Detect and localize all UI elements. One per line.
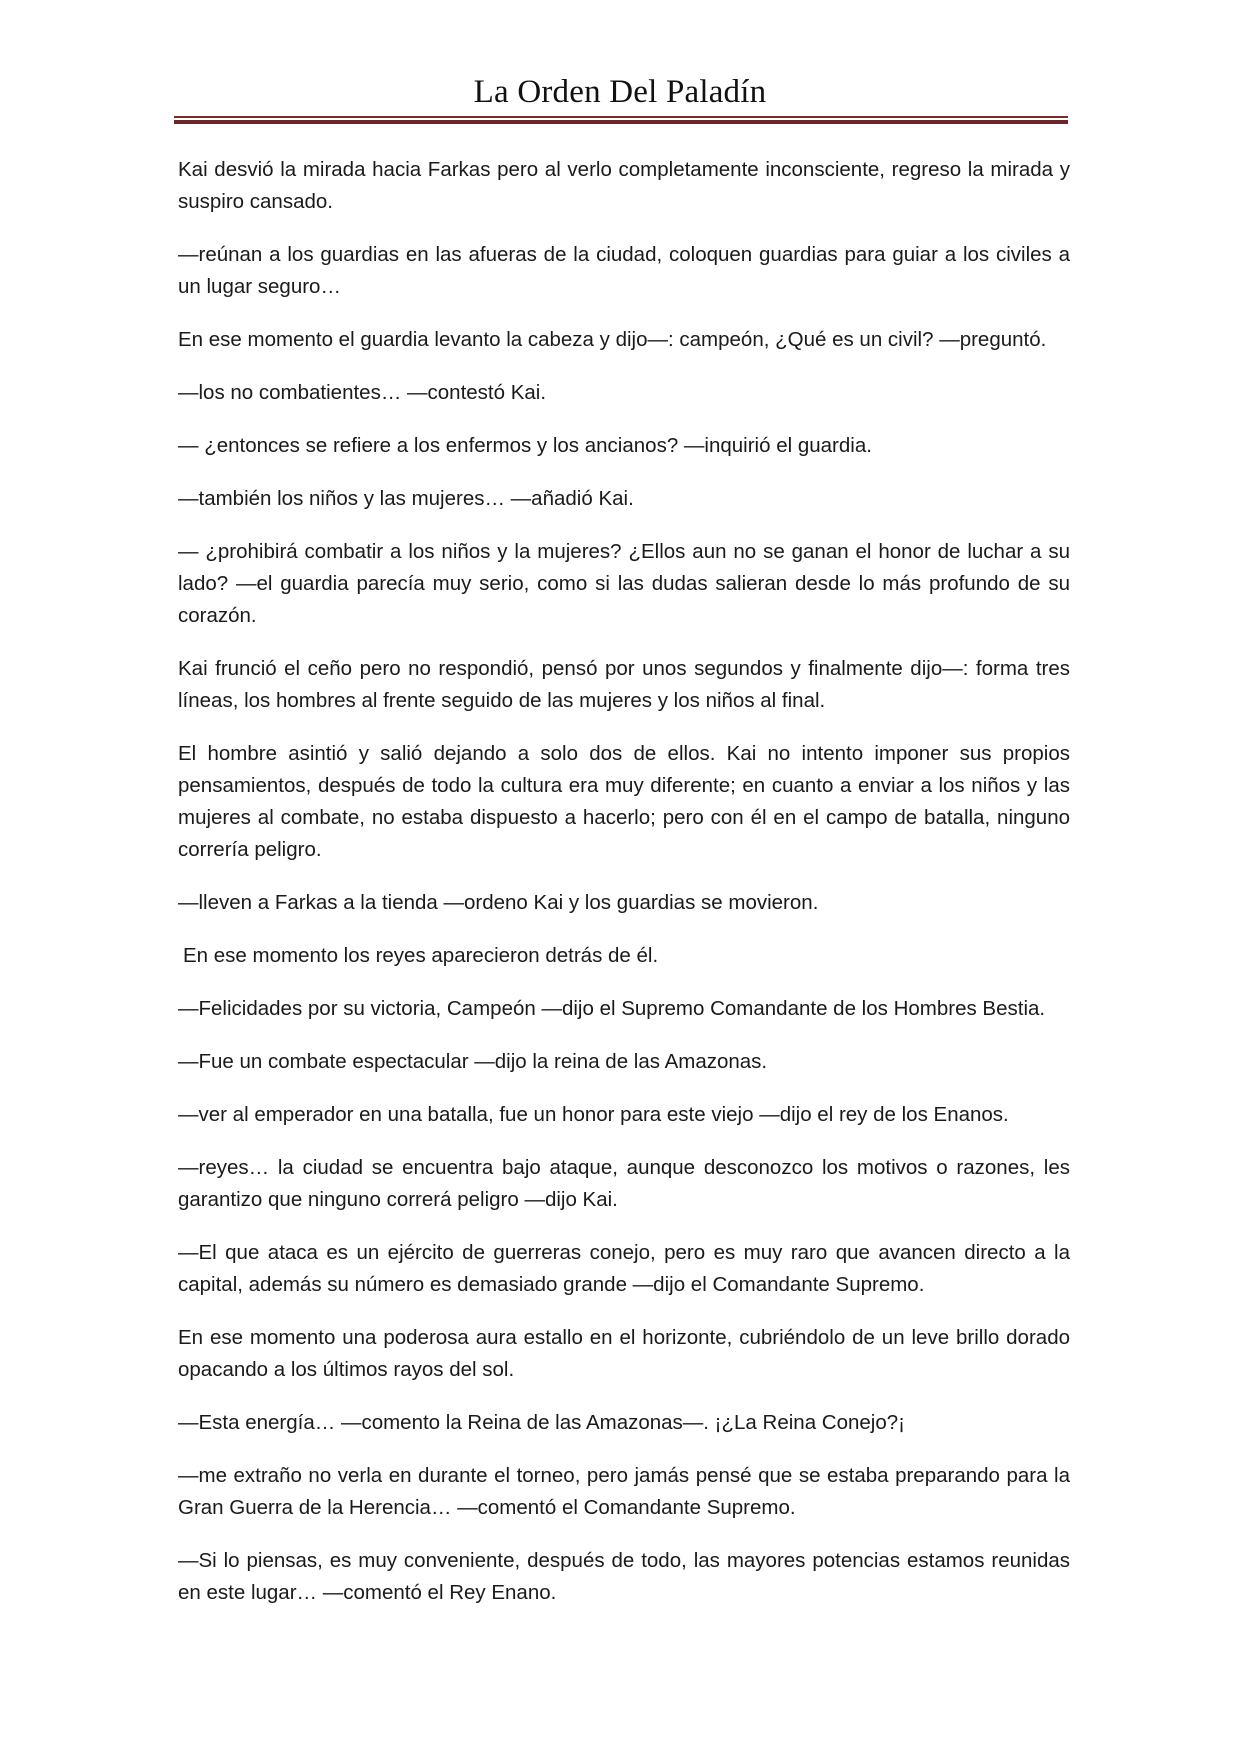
paragraph: —Si lo piensas, es muy conveniente, después de todo, las mayores potencias estamos reunidas en este lugar… —comentó el Rey Enano. bbox=[178, 1549, 1070, 1604]
paragraph: —los no combatientes… —contestó Kai. bbox=[178, 381, 547, 404]
paragraph: —Fue un combate espectacular —dijo la reina de las Amazonas. bbox=[178, 1050, 768, 1073]
paragraph: En ese momento los reyes aparecieron detrás de él. bbox=[183, 944, 659, 967]
paragraph: Kai desvió la mirada hacia Farkas pero al verlo completamente inconsciente, regreso la mirada y suspiro cansado. bbox=[178, 158, 1070, 213]
paragraph: — ¿entonces se refiere a los enfermos y los ancianos? —inquirió el guardia. bbox=[178, 434, 872, 457]
paragraph: — ¿prohibirá combatir a los niños y la mujeres? ¿Ellos aun no se ganan el honor de luchar a su lado? —el guardia parecía muy serio, como si las dudas salieran desde lo más profundo de su corazón. bbox=[178, 540, 1070, 627]
paragraph: —también los niños y las mujeres… —añadió Kai. bbox=[178, 487, 634, 510]
header-divider-thin bbox=[174, 116, 1068, 118]
paragraph: En ese momento el guardia levanto la cabeza y dijo—: campeón, ¿Qué es un civil? —preguntó. bbox=[178, 328, 1047, 351]
paragraph: —Esta energía… —comento la Reina de las Amazonas—. ¡¿La Reina Conejo?¡ bbox=[178, 1411, 905, 1434]
paragraph: En ese momento una poderosa aura estallo en el horizonte, cubriéndolo de un leve brillo dorado opacando a los últimos rayos del sol. bbox=[178, 1326, 1070, 1381]
paragraph: —reúnan a los guardias en las afueras de la ciudad, coloquen guardias para guiar a los civiles a un lugar seguro… bbox=[178, 243, 1070, 298]
paragraph: —El que ataca es un ejército de guerreras conejo, pero es muy raro que avancen directo a la capital, además su número es demasiado grande —dijo el Comandante Supremo. bbox=[178, 1241, 1070, 1296]
paragraph: —me extraño no verla en durante el torneo, pero jamás pensé que se estaba preparando para la Gran Guerra de la Herencia… —comentó el Comandante Supremo. bbox=[178, 1464, 1070, 1519]
body-text bbox=[178, 154, 1070, 1630]
header-divider-thick bbox=[174, 120, 1068, 124]
paragraph: —lleven a Farkas a la tienda —ordeno Kai y los guardias se movieron. bbox=[178, 891, 819, 914]
paragraph: Kai frunció el ceño pero no respondió, pensó por unos segundos y finalmente dijo—: forma tres líneas, los hombres al frente seguido de las mujeres y los niños al final. bbox=[178, 657, 1070, 712]
paragraph: —Felicidades por su victoria, Campeón —dijo el Supremo Comandante de los Hombres Bestia. bbox=[178, 997, 1046, 1020]
page-header-title: La Orden Del Paladín bbox=[473, 74, 767, 110]
paragraph: —ver al emperador en una batalla, fue un honor para este viejo —dijo el rey de los Enanos. bbox=[178, 1103, 1009, 1126]
paragraph: El hombre asintió y salió dejando a solo dos de ellos. Kai no intento imponer sus propios pensamientos, después de todo la cultura era muy diferente; en cuanto a enviar a los niños y las mujeres al combate, no estaba dispuesto a hacerlo; pero con él en el campo de batalla, ninguno correría peligro. bbox=[178, 742, 1070, 861]
paragraph: —reyes… la ciudad se encuentra bajo ataque, aunque desconozco los motivos o razones, les garantizo que ninguno correrá peligro —dijo Kai. bbox=[178, 1156, 1070, 1211]
